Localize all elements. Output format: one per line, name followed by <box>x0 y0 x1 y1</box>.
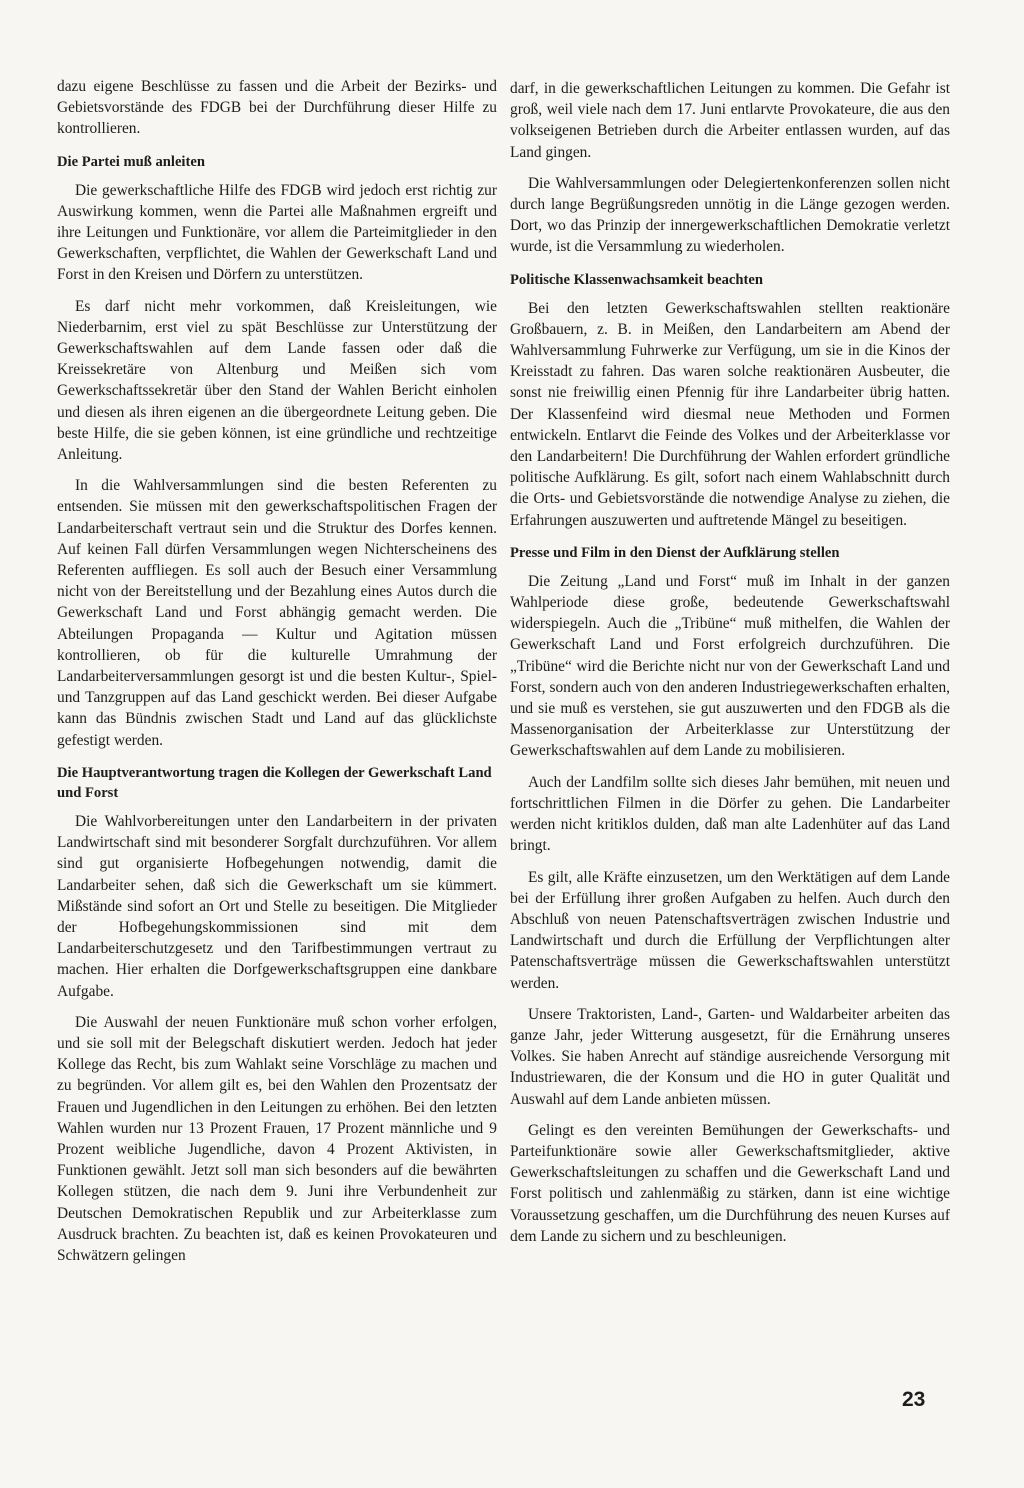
paragraph: Die Zeitung „Land und Forst“ muß im Inhalt in der ganzen Wahlperiode diese große, bedeutende Gewerkschaftswahl widerspiegeln. Auch die „Tribüne“ muß mithelfen, die Wahlen der Gewerkschaft Land und Forst erfolgreich durchzuführen. Die „Tribüne“ wird die Berichte nicht nur von der Gewerkschaft Land und Forst, sondern auch von den anderen Industriegewerkschaften erhalten, und sie muß es verstehen, sie gut auszuwerten und den FDGB als die Massenorganisation der Arbeiterklasse zur Unterstützung der Gewerkschaftswahlen auf dem Lande zu mobilisieren. <box>510 572 950 760</box>
paragraph: Die Wahlvorbereitungen unter den Landarbeitern in der privaten Landwirtschaft sind mit besonderer Sorgfalt durchzuführen. Vor allem sind gut organisierte Hofbegehungen notwendig, damit die Landarbeiter sehen, daß sich die Gewerkschaft um sie kümmert. Mißstände sind sofort an Ort und Stelle zu beseitigen. Die Mitglieder der Hofbegehungskommissionen sind mit dem Landarbeiterschutzgesetz und den Tarifbestimmungen vertraut zu machen. Hier erhalten die Dorfgewerkschaftsgruppen eine dankbare Aufgabe. <box>57 812 497 1000</box>
paragraph: Unsere Traktoristen, Land-, Garten- und Waldarbeiter arbeiten das ganze Jahr, jeder Witterung ausgesetzt, für die Ernährung unseres Volkes. Sie haben Anrecht auf ständige ausreichende Versorgung mit Industriewaren, die der Konsum und die HO in guter Qualität und Auswahl auf dem Lande anbieten müssen. <box>510 1005 950 1108</box>
section-heading: Die Partei muß anleiten <box>57 153 205 170</box>
paragraph: Es darf nicht mehr vorkommen, daß Kreisleitungen, wie Niederbarnim, erst viel zu spät Beschlüsse zur Unterstützung der Gewerkschaftswahlen auf dem Lande fassen oder daß die Kreissekretäre von Altenburg und Meißen sich vom Gewerkschaftssekretär über den Stand der Wahlen Bericht einholen und diesen als ihren eigenen an die übergeordnete Leitung geben. Die beste Hilfe, die sie geben können, ist eine gründliche und rechtzeitige Anleitung. <box>57 297 497 464</box>
section-heading: Die Hauptverantwortung tragen die Kollegen der Gewerkschaft Land und Forst <box>57 764 492 801</box>
paragraph: Die gewerkschaftliche Hilfe des FDGB wird jedoch erst richtig zur Auswirkung kommen, wenn die Partei alle Maßnahmen ergreift und ihre Leitungen und Funktionäre, vor allem die Parteimitglieder in den Gewerkschaften, verpflichtet, die Wahlen der Gewerkschaft Land und Forst in den Kreisen und Dörfern zu unterstützen. <box>57 181 497 284</box>
paragraph: Es gilt, alle Kräfte einzusetzen, um den Werktätigen auf dem Lande bei der Erfüllung ihrer großen Aufgaben zu helfen. Auch durch den Abschluß von neuen Patenschaftsverträgen zwischen Industrie und Landwirtschaft und durch die Erfüllung der Verpflichtungen alter Patenschaftsverträge müssen die Gewerkschaftswahlen unterstützt werden. <box>510 868 950 992</box>
paragraph: Die Wahlversammlungen oder Delegiertenkonferenzen sollen nicht durch lange Begrüßungsreden unnötig in die Länge gezogen werden. Dort, wo das Prinzip der innergewerkschaftlichen Demokratie verletzt wurde, ist die Versammlung zu wiederholen. <box>510 174 950 256</box>
paragraph: In die Wahlversammlungen sind die besten Referenten zu entsenden. Sie müssen mit den gewerkschaftspolitischen Fragen der Landarbeiterschaft vertraut sein und die Struktur des Dorfes kennen. Auf keinen Fall dürfen Versammlungen wegen Nichterscheinens des Referenten auffliegen. Es soll auch der Besuch einer Versammlung nicht von der Bereitstellung und der Bezahlung eines Autos durch die Gewerkschaft Land und Forst abhängig gemacht werden. Die Abteilungen Propaganda — Kultur und Agitation müssen kontrollieren, ob für die kulturelle Umrahmung der Landarbeiterversammlungen gesorgt ist und die besten Kultur-, Spiel- und Tanzgruppen auf das Land geschickt werden. Bei dieser Aufgabe kann das Bündnis zwischen Stadt und Land auf das glücklichste gefestigt werden. <box>57 477 497 749</box>
section-heading: Politische Klassenwachsamkeit beachten <box>510 271 763 288</box>
paragraph: darf, in die gewerkschaftlichen Leitungen zu kommen. Die Gefahr ist groß, weil viele nach dem 17. Juni entlarvte Provokateure, die aus den volkseigenen Betrieben durch die Arbeiter entlassen wurden, auf das Land gingen. <box>510 80 950 161</box>
section-heading: Presse und Film in den Dienst der Aufklärung stellen <box>510 544 840 561</box>
page-number: 23 <box>902 1388 926 1411</box>
paragraph: Die Auswahl der neuen Funktionäre muß schon vorher erfolgen, und sie soll mit der Belegschaft diskutiert werden. Jedoch hat jeder Kollege das Recht, bis zum Wahlakt seine Vorschläge zu machen und zu begründen. Vor allem gilt es, bei den Wahlen den Prozentsatz der Frauen und Jugendlichen in den Leitungen zu erhöhen. Bei den letzten Wahlen wurden nur 13 Prozent Frauen, 17 Prozent männliche und 9 Prozent weibliche Jugendliche, davon 4 Prozent Aktivisten, in Funktionen gewählt. Jetzt soll man sich besonders auf die bewährten Kollegen stützen, die nach dem 9. Juni ihre Verbundenheit zur Deutschen Demokratischen Republik und zur Arbeiterklasse zum Ausdruck brachten. Zu beachten ist, daß es keinen Provokateuren und Schwätzern gelingen <box>57 1013 497 1264</box>
paragraph: Auch der Landfilm sollte sich dieses Jahr bemühen, mit neuen und fortschrittlichen Filmen in die Dörfer zu gehen. Die Landarbeiter werden nicht kritiklos dulden, daß man alte Ladenhüter auf das Land bringt. <box>510 773 950 855</box>
paragraph: Gelingt es den vereinten Bemühungen der Gewerkschafts- und Parteifunktionäre sowie aller Gewerkschaftsmitglieder, aktive Gewerkschaftsleitungen zu schaffen und die Gewerkschaft Land und Forst politisch und zahlenmäßig zu stärken, dann ist eine wichtige Voraussetzung geschaffen, um die Durchführung des neuen Kurses auf dem Lande zu sichern und zu beschleunigen. <box>510 1121 950 1245</box>
left-column <box>57 76 497 1276</box>
paragraph: dazu eigene Beschlüsse zu fassen und die Arbeit der Bezirks- und Gebietsvorstände des FDGB bei der Durchführung dieser Hilfe zu kontrollieren. <box>57 78 497 138</box>
right-column <box>510 78 950 1257</box>
paragraph: Bei den letzten Gewerkschaftswahlen stellten reaktionäre Großbauern, z. B. in Meißen, den Landarbeitern am Abend der Wahlversammlung Fuhrwerke zur Verfügung, um sie in die Kinos der Kreisstadt zu fahren. Das waren solche reaktionären Ausbeuter, die sonst nie freiwillig einen Pfennig für ihre Landarbeiter übrig hatten. Der Klassenfeind wird diesmal neue Methoden und Formen entwickeln. Entlarvt die Feinde des Volkes und der Arbeiterklasse vor den Landarbeitern! Die Durchführung der Wahlen erfordert gründliche politische Aufklärung. Es gilt, sofort nach einem Wahlabschnitt durch die Orts- und Gebietsvorstände die notwendige Analyse zu ziehen, die Erfahrungen auszuwerten und auftretende Mängel zu beseitigen. <box>510 299 950 529</box>
